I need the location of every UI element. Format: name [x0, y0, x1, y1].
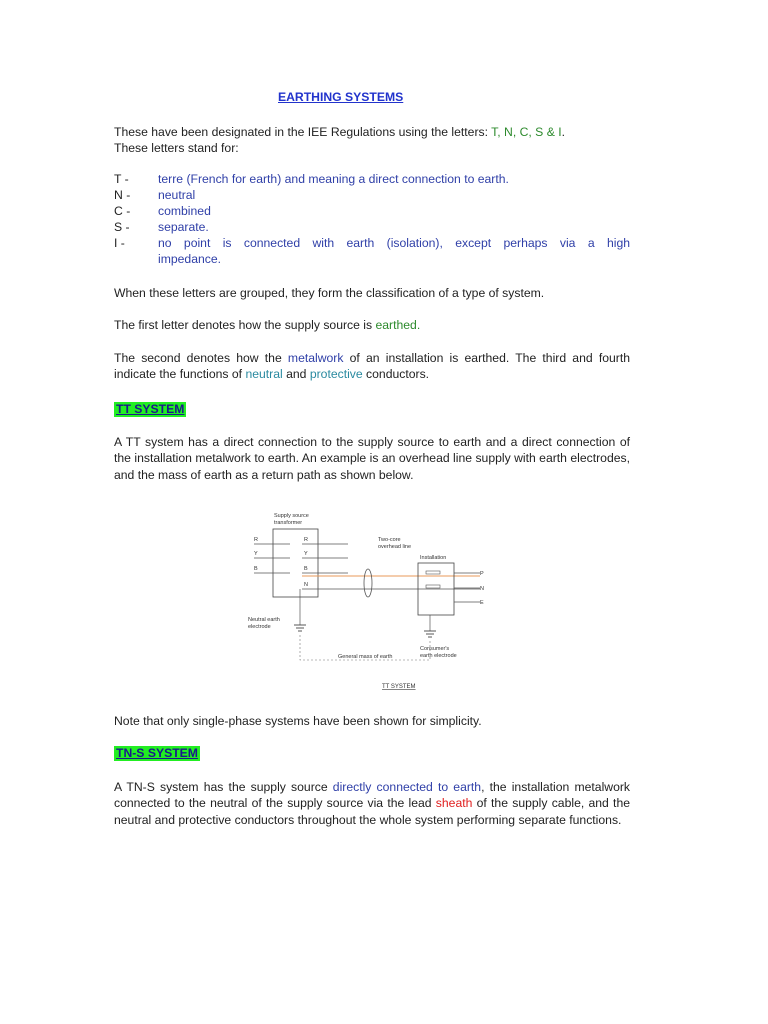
- intro-line-1: These have been designated in the IEE Regulations using the letters: T, N, C, S & I.: [114, 125, 565, 139]
- output-p: P: [480, 571, 484, 577]
- definition-t: T - terre (French for earth) and meaning a direct connection to earth.: [114, 172, 509, 186]
- general-mass-label: General mass of earth: [338, 654, 393, 660]
- left-label-y: Y: [254, 551, 258, 557]
- first-letter-text: The first letter denotes how the supply source is earthed.: [114, 318, 421, 332]
- consumer-label-2: earth electrode: [420, 653, 457, 659]
- right-label-y: Y: [304, 551, 308, 557]
- consumer-label-1: Consumer's: [420, 646, 450, 652]
- second-letter-text: The second denotes how the metalwork of an installation is earthed. The third and fourth indicate the functions of neutral and protective conductors.: [114, 351, 630, 382]
- left-label-b: B: [254, 566, 258, 572]
- overhead-label-1: Two-core: [378, 537, 401, 543]
- left-label-r: R: [254, 537, 258, 543]
- output-e: E: [480, 600, 484, 606]
- definition-i-cont: impedance.: [158, 252, 222, 266]
- definition-c: C - combined: [114, 204, 211, 218]
- overhead-label-2: overhead line: [378, 544, 412, 550]
- tt-system-body: A TT system has a direct connection to the supply source to earth and a direct connection of the installation metalwork to earth. An example is an overhead line supply with earth electrodes, and the mass of earth as a return path as shown below.: [114, 435, 630, 482]
- output-n: N: [480, 586, 484, 592]
- supply-label-2: transformer: [274, 520, 303, 526]
- installation-label: Installation: [420, 555, 447, 561]
- tns-system-body: A TN-S system has the supply source directly connected to earth, the installation metalwork connected to the neutral of the supply source via the lead sheath of the supply cable, and the neutral and protective conductors throughout the whole system performing separate functions.: [114, 780, 631, 827]
- grouped-text: When these letters are grouped, they form the classification of a type of system.: [114, 286, 545, 300]
- page-title: EARTHING SYSTEMS: [278, 90, 404, 104]
- neutral-earth-label-2: electrode: [248, 624, 271, 630]
- definition-s: S - separate.: [114, 220, 209, 234]
- definition-n: N - neutral: [114, 188, 196, 202]
- letters-highlight: T, N, C, S & I: [491, 125, 562, 139]
- right-label-n: N: [304, 582, 308, 588]
- neutral-earth-label-1: Neutral earth: [248, 617, 280, 623]
- intro-line-2: These letters stand for:: [114, 141, 239, 155]
- right-label-b: B: [304, 566, 308, 572]
- tt-system-diagram: [240, 505, 530, 695]
- right-label-r: R: [304, 537, 308, 543]
- tt-system-heading: TT SYSTEM: [116, 402, 185, 416]
- note-text: Note that only single-phase systems have been shown for simplicity.: [114, 714, 482, 728]
- diagram-caption: TT SYSTEM: [382, 684, 416, 690]
- supply-label-1: Supply source: [274, 513, 309, 519]
- transformer-box: [273, 529, 318, 597]
- definition-i: I - no point is connected with earth (isolation), except perhaps via a high: [114, 236, 630, 250]
- tns-system-heading: TN-S SYSTEM: [116, 746, 198, 760]
